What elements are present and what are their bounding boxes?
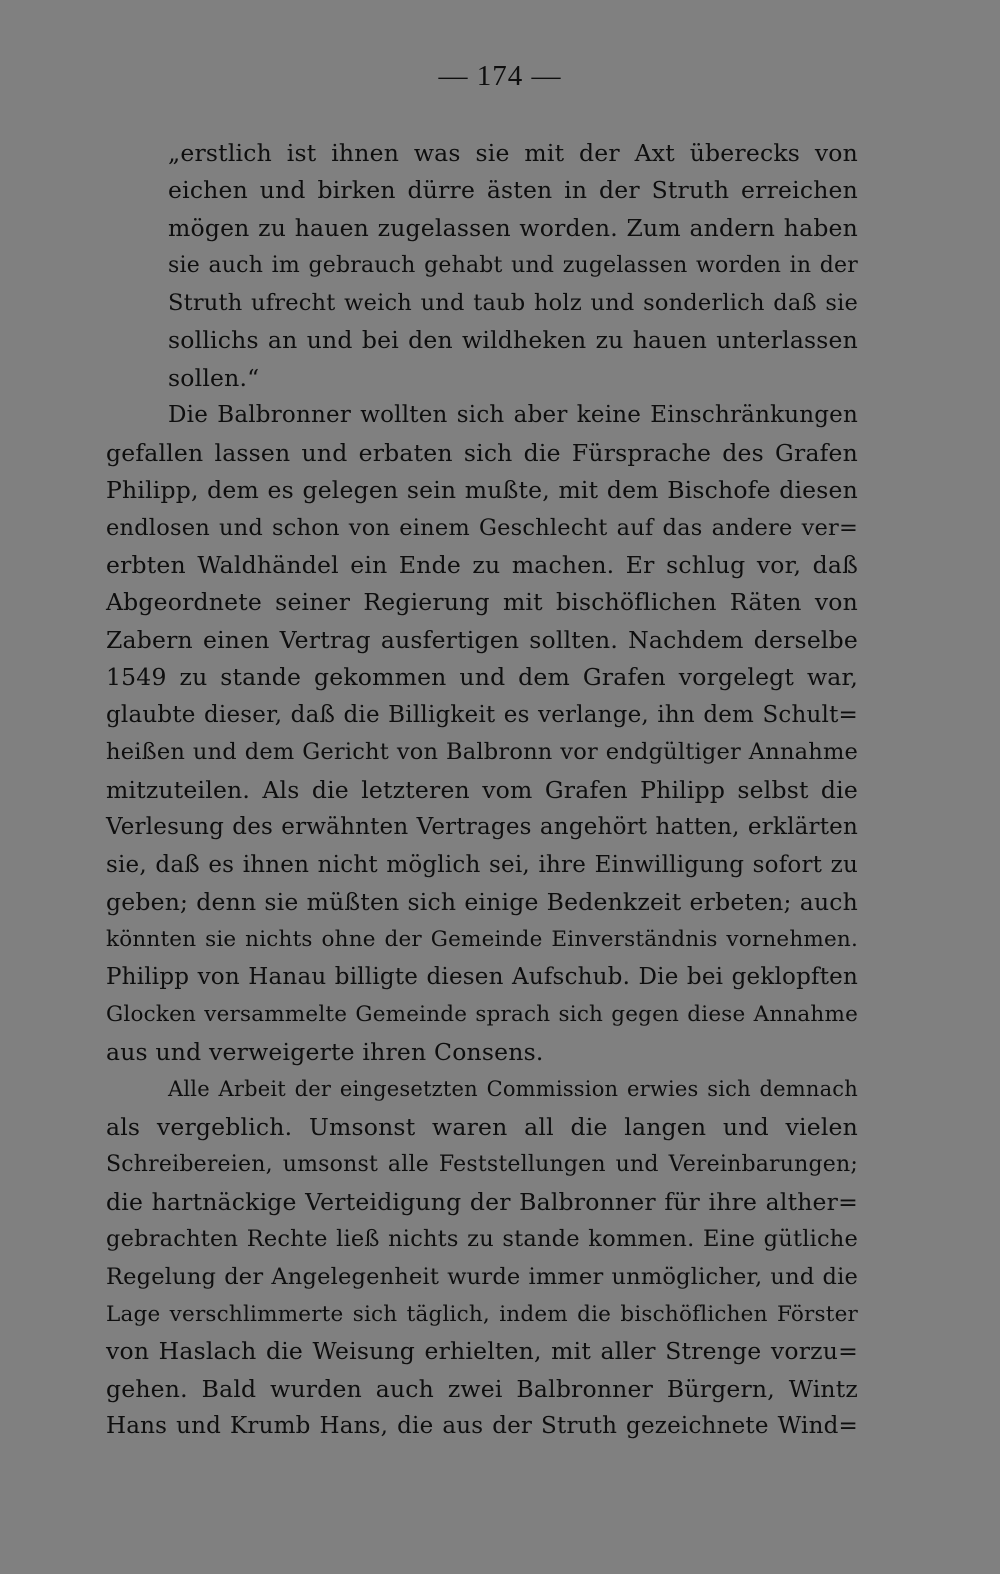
text-line: Abgeordnete seiner Regierung mit bischöflichen Räten von	[106, 588, 858, 617]
text-line: 1549 zu stande gekommen und dem Grafen vorgelegt war,	[106, 663, 858, 692]
text-line: die hartnäckige Verteidigung der Balbronner für ihre alther=	[106, 1187, 858, 1216]
text-line: Glocken versammelte Gemeinde sprach sich gegen diese Annahme	[106, 1002, 858, 1028]
text-line: glaubte dieser, daß die Billigkeit es verlange, ihn dem Schult=	[106, 701, 858, 728]
text-line: sollen.“	[168, 363, 260, 392]
text-line: Alle Arbeit der eingesetzten Commission erwies sich demnach	[168, 1077, 858, 1102]
text-line: Philipp, dem es gelegen sein mußte, mit dem Bischofe diesen	[106, 476, 858, 505]
text-line: mitzuteilen. Als die letzteren vom Grafen Philipp selbst die	[106, 775, 858, 804]
text-line: mögen zu hauen zugelassen worden. Zum andern haben	[168, 213, 858, 242]
text-line: eichen und birken dürre ästen in der Struth erreichen	[168, 176, 858, 205]
text-line: sie auch im gebrauch gehabt und zugelassen worden in der	[168, 253, 858, 279]
text-line: heißen und dem Gericht von Balbronn vor endgültiger Annahme	[106, 739, 858, 766]
page-number: — 174 —	[438, 60, 562, 92]
text-line: Zabern einen Vertrag ausfertigen sollten. Nachdem derselbe	[106, 625, 858, 654]
text-line: gebrachten Rechte ließ nichts zu stande kommen. Eine gütliche	[106, 1226, 858, 1253]
text-line: von Haslach die Weisung erhielten, mit aller Strenge vorzu=	[106, 1337, 858, 1366]
text-line: Verlesung des erwähnten Vertrages angehört hatten, erklärten	[106, 814, 858, 841]
text-line: sie, daß es ihnen nicht möglich sei, ihre Einwilligung sofort zu	[106, 851, 858, 878]
text-line: Philipp von Hanau billigte diesen Aufschub. Die bei geklopften	[106, 963, 858, 990]
text-line: Die Balbronner wollten sich aber keine Einschränkungen	[168, 402, 858, 429]
text-line: gehen. Bald wurden auch zwei Balbronner Bürgern, Wintz	[106, 1374, 858, 1403]
text-line: gefallen lassen und erbaten sich die Fürsprache des Grafen	[106, 438, 858, 467]
text-line: Hans und Krumb Hans, die aus der Struth gezeichnete Wind=	[106, 1413, 858, 1440]
text-line: könnten sie nichts ohne der Gemeinde Einverständnis vornehmen.	[106, 927, 858, 953]
text-line: geben; denn sie müßten sich einige Bedenkzeit erbeten; auch	[106, 888, 858, 916]
text-line: als vergeblich. Umsonst waren all die langen und vielen	[106, 1112, 858, 1141]
text-line: erbten Waldhändel ein Ende zu machen. Er schlug vor, daß	[106, 550, 858, 579]
text-line: endlosen und schon von einem Geschlecht auf das andere ver=	[106, 514, 858, 541]
text-line: aus und verweigerte ihren Consens.	[106, 1037, 544, 1066]
text-line: Schreibereien, umsonst alle Feststellungen und Vereinbarungen;	[106, 1152, 858, 1178]
text-line: Lage verschlimmerte sich täglich, indem die bischöflichen Förster	[106, 1301, 858, 1327]
text-line: Regelung der Angelegenheit wurde immer unmöglicher, und die	[106, 1263, 858, 1290]
text-line: „erstlich ist ihnen was sie mit der Axt überecks von	[168, 139, 858, 167]
text-line: sollichs an und bei den wildheken zu hauen unterlassen	[168, 326, 858, 355]
text-line: Struth ufrecht weich und taub holz und sonderlich daß sie	[168, 289, 858, 316]
